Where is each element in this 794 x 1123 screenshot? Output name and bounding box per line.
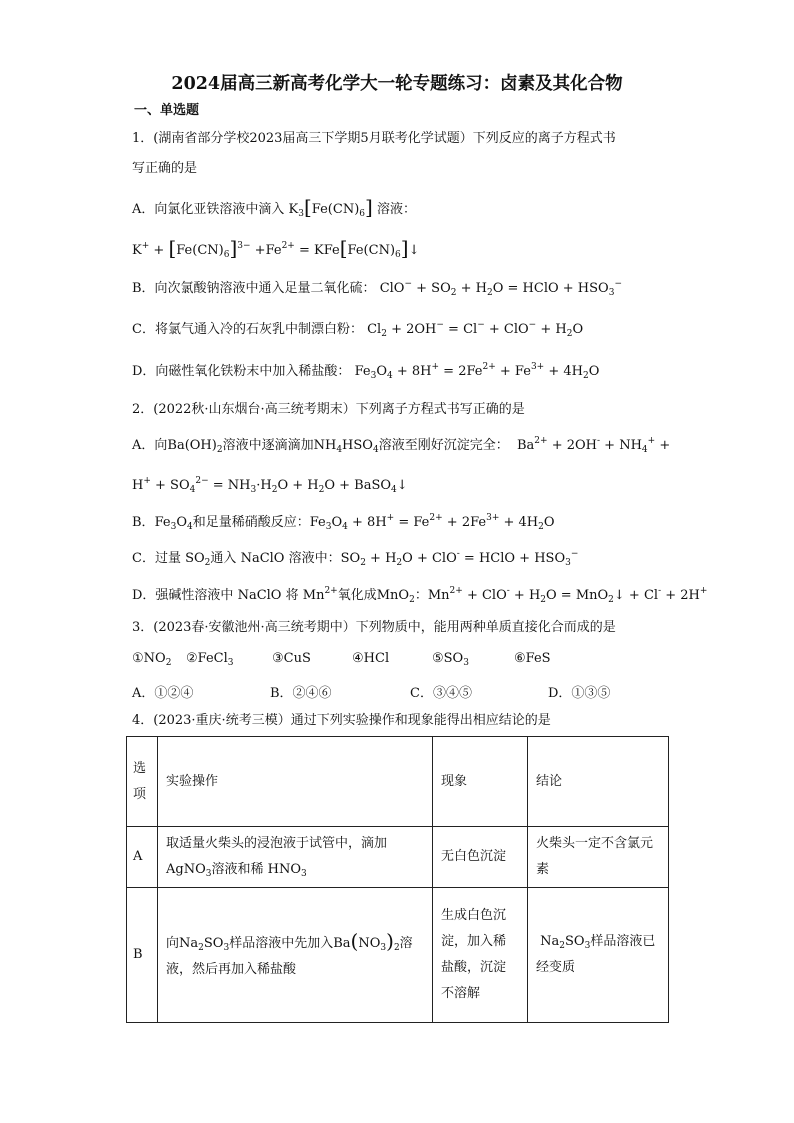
q2-option-b [132,514,555,532]
row-b-label: B [127,888,158,1023]
q2-formula-nh4hso4: $NH_4HSO_4$ [313,438,379,455]
q2-option-c-text2: 通入 [210,551,237,566]
header-conclusion: 结论 [528,737,669,827]
q3-item-6: ⑥FeS [514,651,551,666]
q3-option-c: C．③④⑤ [410,686,472,701]
q2-formula-naclo-2: NaClO [237,588,282,603]
q3-item-5-text: ⑤SO [432,651,464,666]
q1-option-a-equation: $K^+ + [Fe(CN)_6]^{3-} +Fe^{2+}$ = $KFe[Fe(CN)_6]↓$ [132,236,420,260]
q2-option-d-text3: 氧化成 [337,588,377,603]
q4-table [126,736,669,1023]
q3-stem: 3．(2023春·安徽池州·高三统考期中）下列物质中，能用两种单质直接化合而成的是 [132,620,616,635]
q2-formula-so2: $SO_2$ [185,551,211,568]
q3-item-1-text: ①NO [132,651,166,666]
q2-option-a [132,437,670,455]
q2-option-b-equation: $Fe_3O_4 + 8H^+ = Fe^{2+} + 2Fe^{3+} + 4H_2O$ [309,513,555,532]
q3-item-5: $⑤SO_3$ [432,651,469,668]
q1-option-b-text: B．向次氯酸钠溶液中通入足量二氧化硫： [132,281,376,296]
row-b-operation-text3: 溶 [399,936,413,951]
section-heading: 一、单选题 [134,103,200,118]
row-a-conclusion-line1: 火柴头一定不含氯元 [536,836,654,851]
q3-option-b: B．②④⑥ [270,686,332,701]
q2-option-c-text3: 溶液中： [288,551,341,566]
q2-option-d-equation: $Mn^{2+} + ClO^- + H_2O$ = MnO$_2$↓ + Cl- + 2H+ [427,586,708,605]
q2-formula-naclo: NaClO [240,551,285,566]
row-b-phenomenon-line3: 盐酸，沉淀 [441,960,507,975]
q2-option-a-text: A．向 [132,438,168,453]
row-b-conclusion-line2: 经变质 [536,960,576,975]
q3-item-4: ④HCl [352,651,390,666]
row-b-phenomenon-line1: 生成白色沉 [441,908,507,923]
q2-formula-fe3o4: $Fe_3O_4$ [154,515,193,532]
table-header-row [127,737,669,827]
formula-na2so3-2: $Na_2SO_3$ [536,934,591,951]
row-a-conclusion [528,827,669,888]
q1-option-b-equation: $ClO^- + SO_2 + H_2O$ = HClO + $HSO_3^-$ [379,279,622,298]
q3-option-a: A．①②④ [132,686,194,701]
q1-option-a-text: A．向氯化亚铁溶液中滴入 [132,202,285,217]
q2-option-c [132,550,578,568]
q2-option-a-text3: 溶液至刚好沉淀完全： [378,438,509,453]
q2-colon: ： [414,588,428,603]
q1-option-c-text: C．将氯气通入冷的石灰乳中制漂白粉： [132,322,363,337]
row-a-operation [158,827,433,888]
q1-option-d-equation: $Fe_3O_4 + 8H^+ = 2Fe^{2+} + Fe^{3+} + 4H_2O$ [354,362,600,381]
q2-option-a-equation-part2: $H^+ + SO_4^{2-} = NH_3\cdot H_2O + H_2O$ + BaSO$_4$↓ [132,476,408,495]
q3-option-d: D．①③⑤ [548,686,611,701]
table-row [127,827,669,888]
q3-item-2-text: ②FeCl [186,651,228,666]
q1-option-b [132,280,622,298]
q1-stem-line1: 1．(湖南省部分学校2023届高三下学期5月联考化学试题）下列反应的离子方程式书 [132,131,616,146]
q2-option-d-text: D．强碱性溶液中 [132,588,234,603]
row-a-operation-line2: 溶液和稀 [211,862,264,877]
header-phenomenon: 现象 [433,737,528,827]
row-b-conclusion [528,888,669,1023]
q3-item-3: ③CuS [272,651,311,666]
header-option: 选项 [127,737,158,827]
document-title: 2024届高三新高考化学大一轮专题练习：卤素及其化合物 [171,74,623,94]
row-a-conclusion-line2: 素 [536,862,550,877]
row-b-phenomenon-line2: 淀，加入稀 [441,934,507,949]
row-b-operation [158,888,433,1023]
row-b-operation-text2: 样品溶液中先加入 [229,936,334,951]
formula-na2so3: $Na_2SO_3$ [179,936,230,953]
q2-option-d [132,587,707,605]
q4-stem: 4．(2023·重庆·统考三模）通过下列实验操作和现象能得出相应结论的是 [132,713,551,728]
header-operation: 实验操作 [158,737,433,827]
row-b-operation-text1: 向 [166,936,180,951]
q3-item-2: ②FeCl$_3$ [186,651,234,668]
row-a-phenomenon: 无白色沉淀 [433,827,528,888]
q1-option-a [132,197,416,219]
q2-option-c-text: C．过量 [132,551,181,566]
q1-option-d-text: D．向磁性氧化铁粉末中加入稀盐酸： [132,364,351,379]
row-b-operation-line2: 液，然后再加入稀盐酸 [166,962,297,977]
q1-stem-line2: 写正确的是 [132,161,198,176]
q2-stem: 2．(2022秋·山东烟台·高三统考期末）下列离子方程式书写正确的是 [132,402,525,417]
row-a-operation-line1: 取适量火柴头的浸泡液于试管中，滴加 [166,836,388,851]
formula-hno3: $HNO_3$ [267,862,307,879]
q3-item-1: $①NO_2$ [132,651,172,668]
q1-option-a-text2: 溶液： [376,202,416,217]
q1-formula-k3fecn6: $K_3[Fe(CN)_6]$ [288,195,373,219]
row-a-label: A [127,827,158,888]
q2-option-a-equation-part1: $Ba^{2+} + 2OH^- + NH_4^+$ + [512,436,671,455]
q2-formula-mn2: $Mn^{2+}$ [302,586,338,603]
row-b-phenomenon [433,888,528,1023]
q2-formula-mno2: MnO$_2$ [376,588,415,605]
formula-bano32: $Ba(NO_3)_2$ [333,929,400,953]
q1-option-c [132,321,583,339]
q2-option-c-equation: $SO_2 + H_2O + ClO^-$ = HClO + $HSO_3^-$ [340,549,579,568]
row-b-phenomenon-line4: 不溶解 [441,986,481,1001]
row-b-conclusion-line1: 样品溶液已 [590,934,656,949]
table-row [127,888,669,1023]
q2-option-b-text: B． [132,515,155,530]
q2-formula-baoh2: $Ba(OH)_2$ [167,438,223,455]
q2-option-d-text2: 将 [285,588,299,603]
q1-option-c-equation: $Cl_2 + 2OH^- = Cl^- + ClO^- + H_2O$ [367,320,584,339]
q1-option-d [132,363,599,381]
formula-agno3: AgNO$_3$ [166,862,212,879]
q2-option-b-text2: 和足量稀硝酸反应： [192,515,310,530]
q2-option-a-text2: 溶液中逐滴滴加 [222,438,314,453]
